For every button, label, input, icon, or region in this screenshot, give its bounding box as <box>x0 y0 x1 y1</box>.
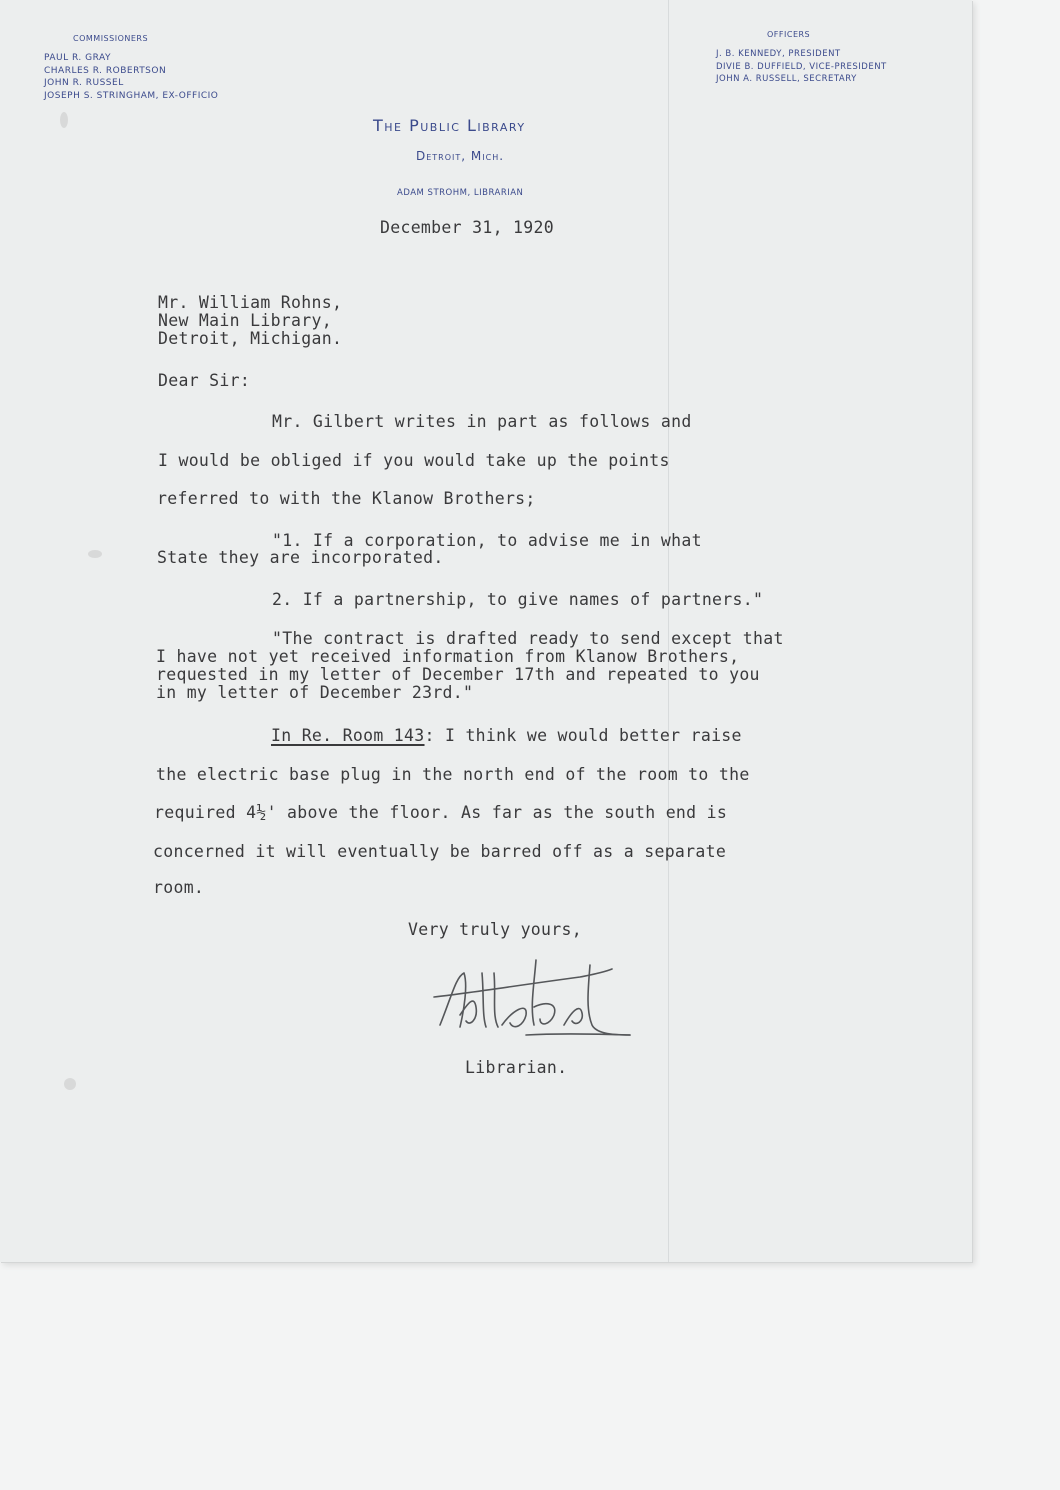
signer-title: Librarian. <box>465 1058 568 1077</box>
officers-heading: OFFICERS <box>767 30 811 39</box>
address-line: Mr. William Rohns, <box>158 293 343 312</box>
paragraph-line: concerned it will eventually be barred off as a separate <box>153 842 727 861</box>
commissioners-list <box>44 52 218 102</box>
re-line <box>271 726 742 745</box>
commissioner-name: JOHN R. RUSSEL <box>44 78 124 88</box>
quote-line: requested in my letter of December 17th and repeated to you <box>156 665 760 684</box>
paragraph-line: I would be obliged if you would take up the points <box>158 451 670 470</box>
quote-line: in my letter of December 23rd." <box>156 683 474 702</box>
library-location: Detroit, Mich. <box>416 149 505 163</box>
officer-name: J. B. KENNEDY, PRESIDENT <box>716 49 841 59</box>
paragraph-line: Mr. Gilbert writes in part as follows and <box>272 412 692 431</box>
quote-line: "The contract is drafted ready to send except that <box>272 629 784 648</box>
re-text: : I think we would better raise <box>424 726 742 745</box>
quote-line: 2. If a partnership, to give names of partners." <box>272 590 764 609</box>
paper-blemish <box>88 550 102 558</box>
address-line: New Main Library, <box>158 311 332 330</box>
paper-blemish <box>64 1078 76 1090</box>
quote-line: I have not yet received information from Klanow Brothers, <box>156 647 740 666</box>
closing: Very truly yours, <box>408 920 582 939</box>
commissioner-name: PAUL R. GRAY <box>44 53 111 63</box>
library-title: The Public Library <box>373 116 526 135</box>
quote-block <box>156 630 784 702</box>
paragraph-line: required 4½' above the floor. As far as the south end is <box>154 803 728 822</box>
paragraph-line: the electric base plug in the north end of the room to the <box>156 765 750 784</box>
librarian-line: ADAM STROHM, LIBRARIAN <box>397 188 524 198</box>
officer-name: JOHN A. RUSSELL, SECRETARY <box>716 74 857 84</box>
commissioners-heading: COMMISSIONERS <box>73 34 149 43</box>
officers-list <box>716 48 887 86</box>
paragraph-line: room. <box>153 878 205 897</box>
address-line: Detroit, Michigan. <box>158 329 343 348</box>
quote-line: State they are incorporated. <box>157 548 444 567</box>
signature <box>430 955 640 1045</box>
re-heading: In Re. Room 143 <box>271 726 425 745</box>
quote-line: "1. If a corporation, to advise me in what <box>272 531 702 550</box>
paper-blemish <box>60 112 68 128</box>
salutation: Dear Sir: <box>158 371 251 390</box>
commissioner-name: CHARLES R. ROBERTSON <box>44 65 167 76</box>
officer-name: DIVIE B. DUFFIELD, VICE-PRESIDENT <box>716 61 887 72</box>
commissioner-name: JOSEPH S. STRINGHAM, EX-OFFICIO <box>44 90 219 101</box>
paragraph-line: referred to with the Klanow Brothers; <box>157 489 536 508</box>
recipient-address <box>158 294 342 348</box>
letter-date: December 31, 1920 <box>380 218 554 237</box>
